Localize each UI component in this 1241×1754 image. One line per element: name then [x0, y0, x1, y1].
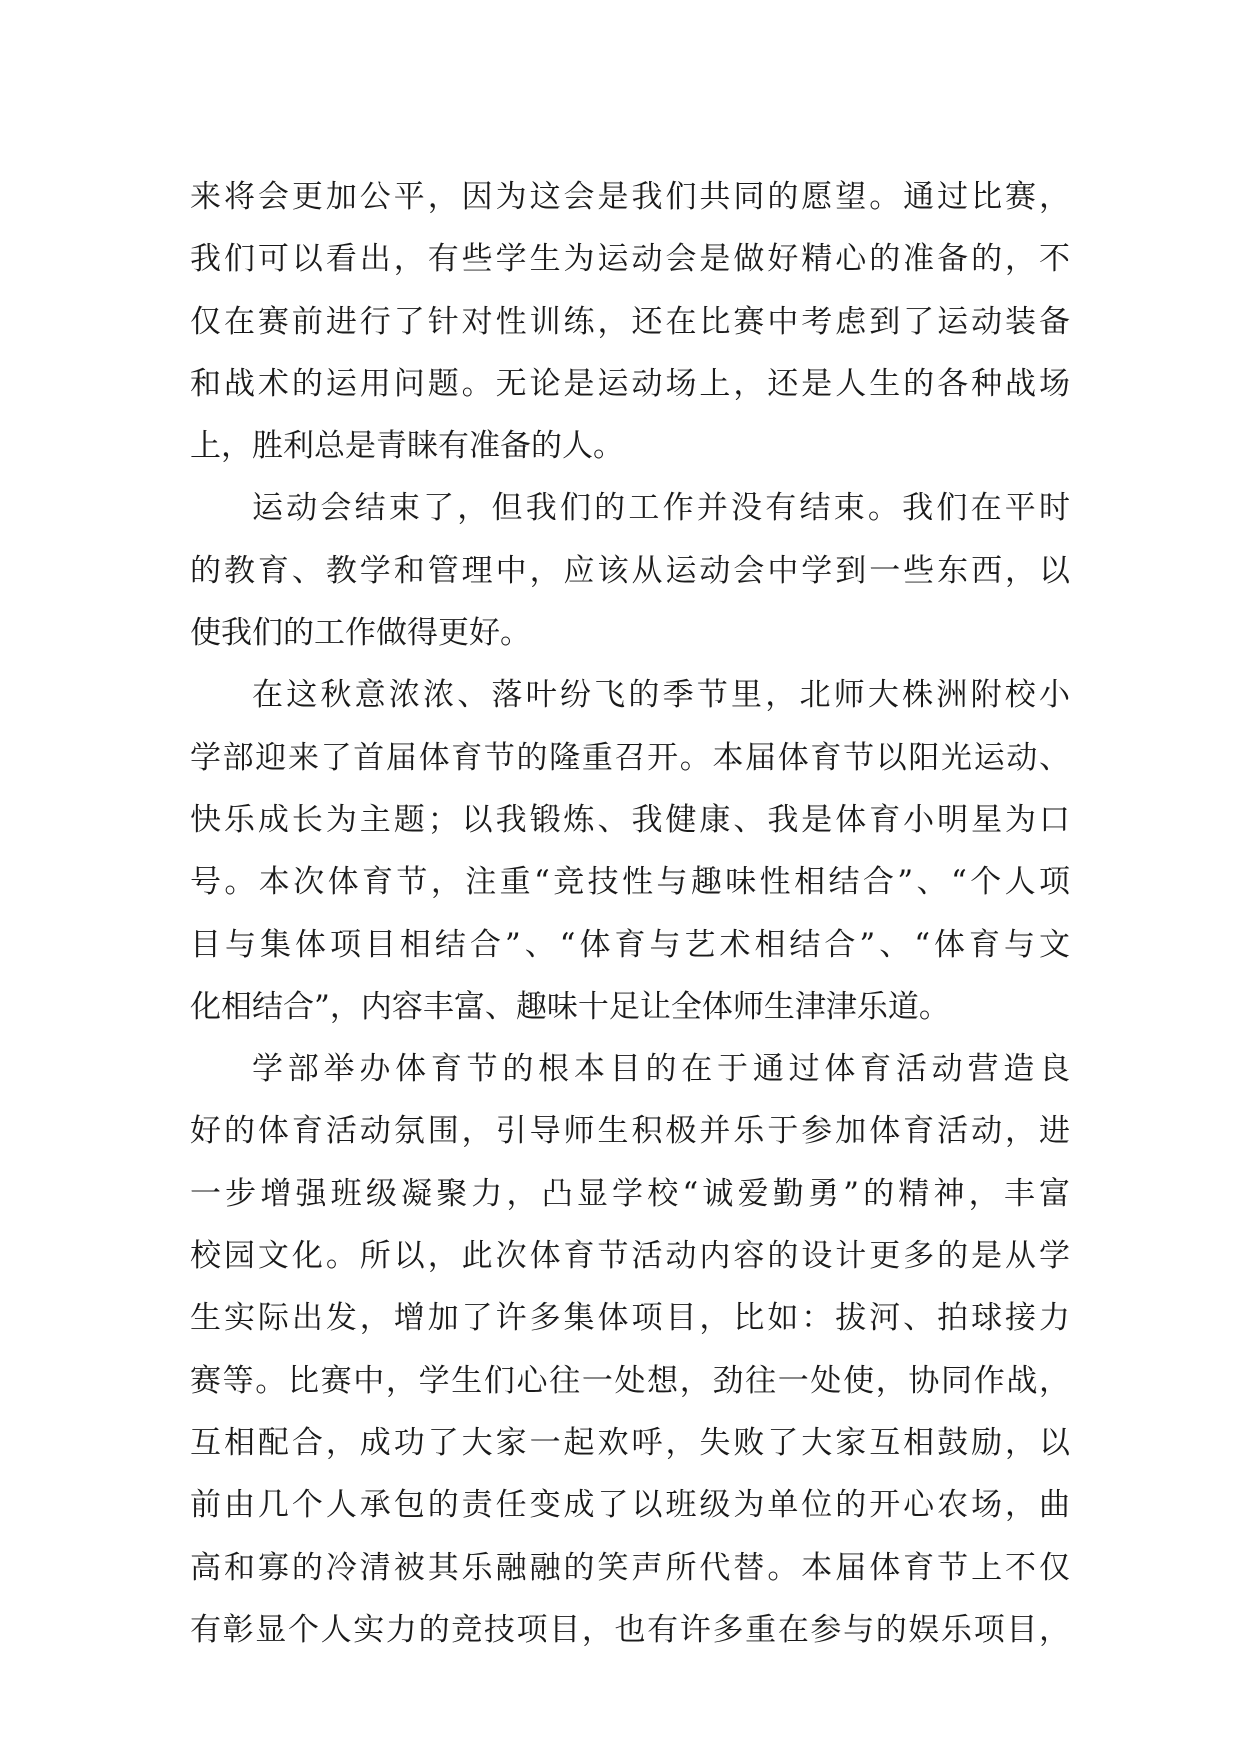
text-line: 有彰显个人实力的竞技项目，也有许多重在参与的娱乐项目， — [190, 1611, 1070, 1648]
paragraph — [190, 1038, 1070, 1661]
body-text — [190, 166, 1070, 1661]
text-line: 在这秋意浓浓、落叶纷飞的季节里，北师大株洲附校小 — [252, 677, 1070, 714]
text-line: 互相配合，成功了大家一起欢呼，失败了大家互相鼓励，以 — [190, 1424, 1070, 1461]
text-line: 一步增强班级凝聚力，凸显学校“诚爱勤勇”的精神，丰富 — [190, 1175, 1070, 1212]
paragraph — [190, 664, 1070, 1038]
text-line: 好的体育活动氛围，引导师生积极并乐于参加体育活动，进 — [190, 1113, 1070, 1150]
paragraph — [190, 477, 1070, 664]
text-line: 上，胜利总是青睐有准备的人。 — [190, 428, 624, 465]
text-line: 的教育、教学和管理中，应该从运动会中学到一些东西，以 — [190, 552, 1070, 589]
text-line: 生实际出发，增加了许多集体项目，比如：拔河、拍球接力 — [190, 1300, 1070, 1337]
text-line: 赛等。比赛中，学生们心往一处想，劲往一处使，协同作战， — [190, 1362, 1070, 1399]
text-line: 高和寡的冷清被其乐融融的笑声所代替。本届体育节上不仅 — [190, 1549, 1070, 1586]
paragraph — [190, 166, 1070, 477]
text-line: 仅在赛前进行了针对性训练，还在比赛中考虑到了运动装备 — [190, 303, 1070, 340]
text-line: 和战术的运用问题。无论是运动场上，还是人生的各种战场 — [190, 365, 1070, 402]
text-line: 快乐成长为主题；以我锻炼、我健康、我是体育小明星为口 — [190, 801, 1070, 838]
text-line: 运动会结束了，但我们的工作并没有结束。我们在平时 — [252, 490, 1070, 527]
text-line: 化相结合”，内容丰富、趣味十足让全体师生津津乐道。 — [190, 988, 950, 1025]
text-line: 使我们的工作做得更好。 — [190, 615, 531, 652]
text-line: 前由几个人承包的责任变成了以班级为单位的开心农场，曲 — [190, 1487, 1070, 1524]
text-line: 学部迎来了首届体育节的隆重召开。本届体育节以阳光运动、 — [190, 739, 1070, 776]
text-line: 号。本次体育节，注重“竞技性与趣味性相结合”、“个人项 — [190, 864, 1070, 901]
text-line: 目与集体项目相结合”、“体育与艺术相结合”、“体育与文 — [190, 926, 1070, 963]
text-line: 学部举办体育节的根本目的在于通过体育活动营造良 — [252, 1051, 1070, 1088]
text-line: 我们可以看出，有些学生为运动会是做好精心的准备的，不 — [190, 241, 1070, 278]
text-line: 校园文化。所以，此次体育节活动内容的设计更多的是从学 — [190, 1238, 1070, 1275]
text-line: 来将会更加公平，因为这会是我们共同的愿望。通过比赛， — [190, 179, 1070, 215]
